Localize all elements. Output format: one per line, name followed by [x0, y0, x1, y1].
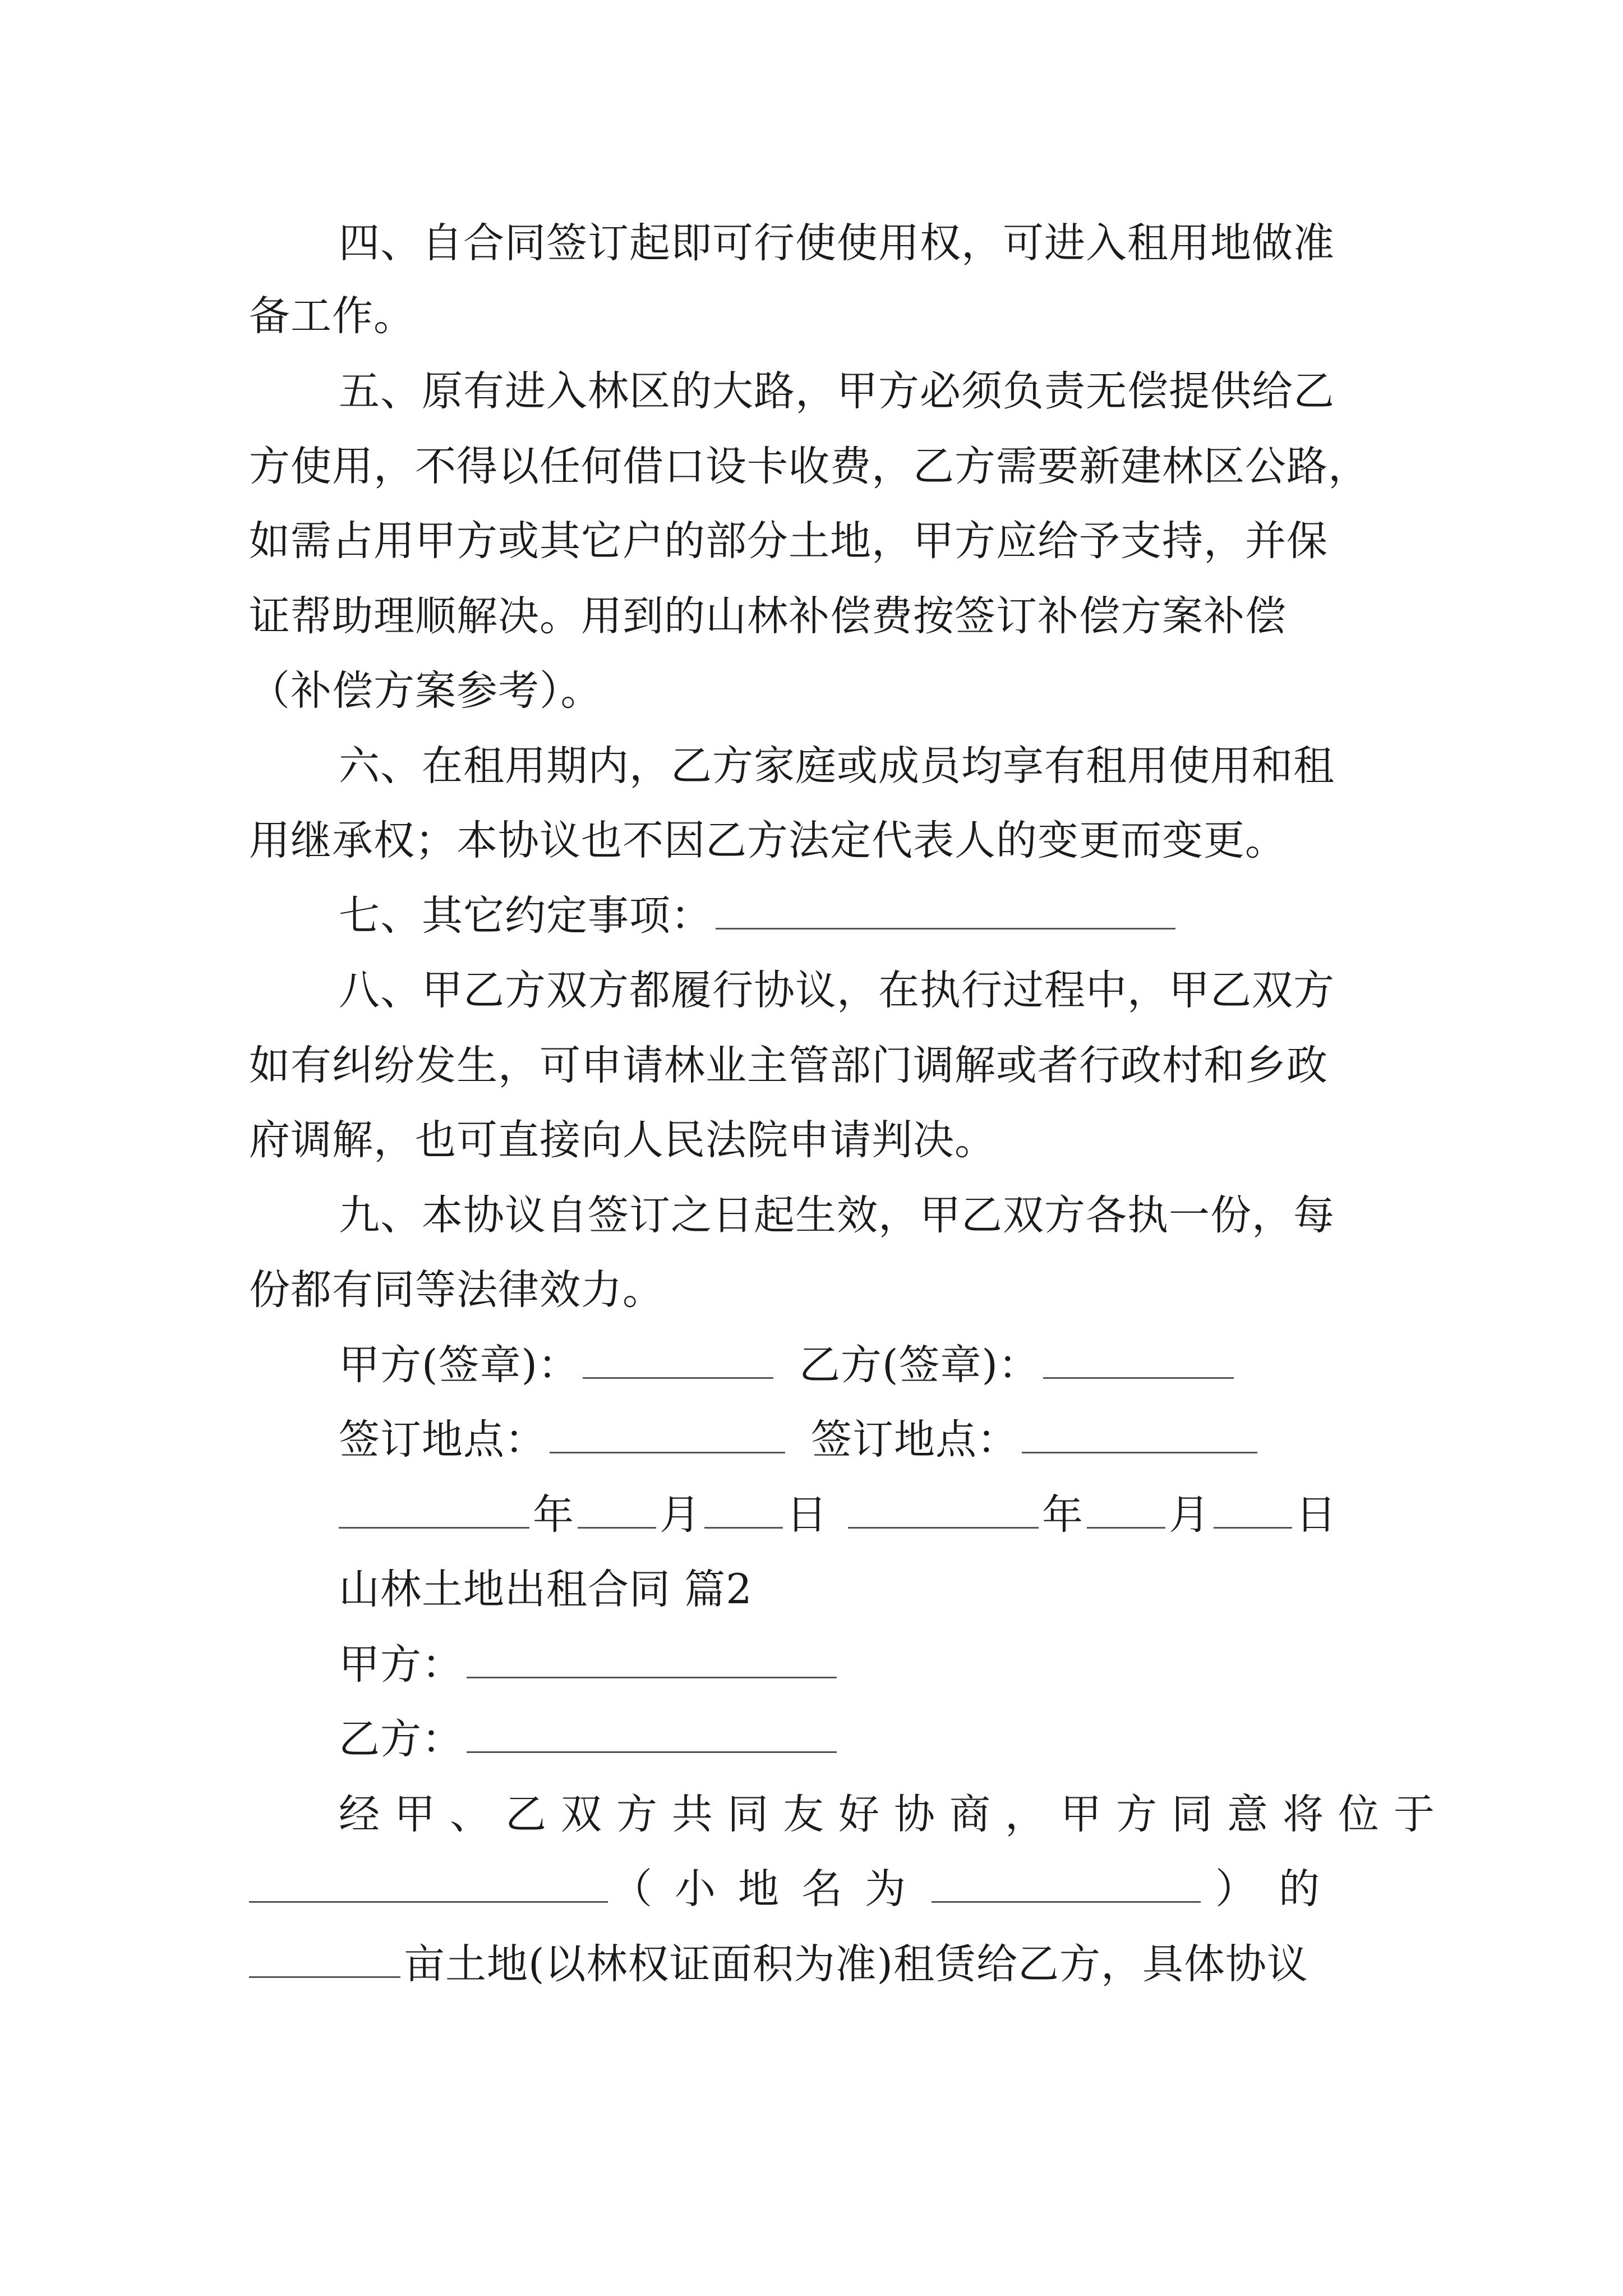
para-7: [339, 888, 1387, 944]
local-name-label: （小地名为: [611, 1865, 928, 1913]
contract-2-title: 山林土地出租合同 篇2: [339, 1566, 753, 1613]
intro-line-1: 经甲、乙双方共同友好协商，甲方同意将位于: [339, 1791, 1449, 1838]
area-blank: [249, 1939, 400, 1978]
party-a-place-label: 签订地点：: [339, 1416, 546, 1464]
party-b-place-blank: [1022, 1415, 1257, 1453]
signature-row: [339, 1337, 1387, 1393]
party-a-blank: [467, 1640, 837, 1678]
party-b-year-label: 年: [1042, 1491, 1083, 1539]
of-label: ）的: [1215, 1865, 1342, 1913]
area-text: 亩土地(以林权证面积为准)租赁给乙方，具体协议: [404, 1940, 1308, 1988]
party-b-blank: [467, 1714, 837, 1753]
place-row: [339, 1412, 1387, 1468]
party-b-day-label: 日: [1295, 1491, 1337, 1539]
party-a-month-label: 月: [660, 1491, 701, 1539]
party-b-place-label: 签订地点：: [811, 1416, 1018, 1464]
party-a-row: [339, 1637, 1387, 1693]
para-9-line-2: 份都有同等法律效力。: [249, 1266, 664, 1314]
para-8-line-3: 府调解，也可直接向人民法院申请判决。: [249, 1116, 996, 1164]
party-b-seal-blank: [1043, 1340, 1234, 1379]
party-b-month-blank: [1087, 1490, 1165, 1529]
para-5-line-3: 如需占用甲方或其它户的部分土地，甲方应给予支持，并保: [249, 517, 1328, 565]
location-blank: [249, 1864, 608, 1903]
para-4-line-1: 四、自合同签订起即可行使使用权，可进入租用地做准: [339, 219, 1335, 267]
party-b-seal-label: 乙方(签章)：: [799, 1341, 1040, 1389]
para-6-line-2: 用继承权；本协议也不因乙方法定代表人的变更而变更。: [249, 817, 1287, 864]
para-8-line-2: 如有纠纷发生，可申请林业主管部门调解或者行政村和乡政: [249, 1042, 1328, 1089]
party-a-label: 甲方：: [339, 1641, 463, 1688]
date-row: [339, 1487, 1387, 1543]
party-a-year-blank: [339, 1490, 529, 1529]
party-a-day-label: 日: [786, 1491, 828, 1539]
para-8-line-1: 八、甲乙方双方都履行协议，在执行过程中，甲乙双方: [339, 967, 1335, 1014]
intro-line-3: [249, 1936, 1387, 1993]
para-5-line-1: 五、原有进入林区的大路，甲方必须负责无偿提供给乙: [339, 367, 1335, 415]
party-a-place-blank: [550, 1415, 785, 1453]
para-5-line-5: （补偿方案参考）。: [249, 667, 602, 715]
party-a-seal-blank: [583, 1340, 773, 1379]
para-6-line-1: 六、在租用期内，乙方家庭或成员均享有租用使用和租: [339, 742, 1335, 790]
other-matters-blank: [716, 891, 1175, 930]
party-b-month-label: 月: [1169, 1491, 1210, 1539]
other-matters-label: 七、其它约定事项：: [339, 892, 712, 940]
party-a-day-blank: [704, 1490, 783, 1529]
party-a-seal-label: 甲方(签章)：: [339, 1341, 579, 1389]
para-5-line-4: 证帮助理顺解决。用到的山林补偿费按签订补偿方案补偿: [249, 592, 1287, 640]
party-a-year-label: 年: [533, 1491, 574, 1539]
party-b-year-blank: [848, 1490, 1039, 1529]
intro-line-2: [249, 1861, 1387, 1917]
party-a-month-blank: [578, 1490, 656, 1529]
party-b-day-blank: [1214, 1490, 1292, 1529]
para-4-line-2: 备工作。: [249, 292, 415, 340]
party-b-label: 乙方：: [339, 1715, 463, 1763]
para-5-line-2: 方使用，不得以任何借口设卡收费，乙方需要新建林区公路，: [249, 443, 1370, 490]
party-b-row: [339, 1711, 1387, 1768]
local-name-blank: [932, 1864, 1201, 1903]
para-9-line-1: 九、本协议自签订之日起生效，甲乙双方各执一份，每: [339, 1191, 1335, 1239]
